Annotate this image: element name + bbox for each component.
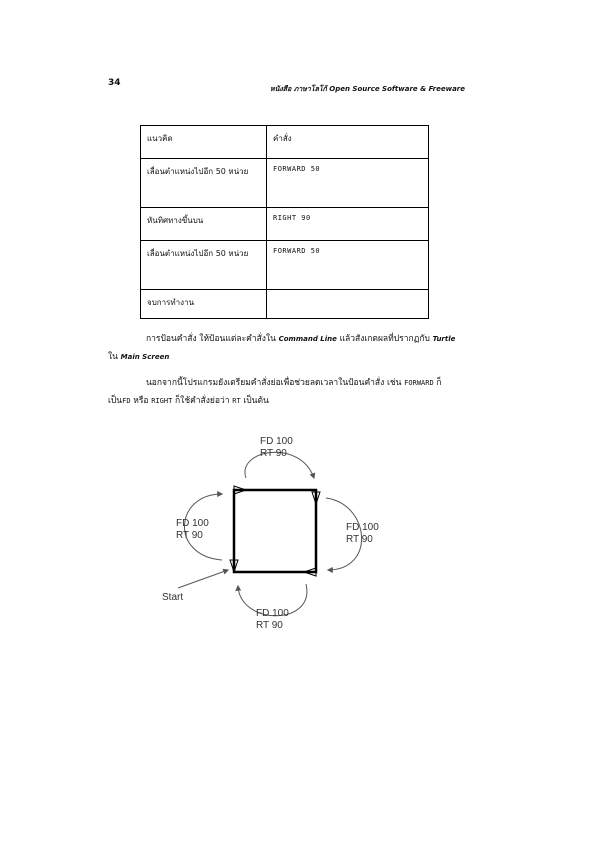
row-concept: เลื่อนตำแหน่งไปอีก 50 หน่วย [141,241,267,290]
row-command [267,290,429,319]
square-path [234,490,316,572]
table-header-row [141,126,429,159]
p1-text: การป้อนคำสั่ง ให้ป้อนแต่ละคำสั่งใน [146,334,276,344]
paragraph-abbreviations [108,374,480,410]
row-command: FORWARD 50 [267,241,429,290]
right-label-rt: RT 90 [346,534,373,545]
p2-text: นอกจากนี้โปรแกรมยังเตรียมคำสั่งย่อเพื่อช่วยลดเวลาในป้อนคำสั่ง เช่น [146,378,402,388]
top-label-fd: FD 100 [260,436,293,447]
p2-text: เป็น [108,396,123,406]
p2-text: หรือ [133,396,149,406]
command-line-keyword: Command Line [278,335,337,343]
header-concept: แนวคิด [141,126,267,159]
rt-command: RT [232,397,241,405]
right-label-fd: FD 100 [346,522,379,533]
turtle-square-diagram [140,420,400,660]
row-concept: จบการทำงาน [141,290,267,319]
top-label-rt: RT 90 [260,448,287,459]
p2-text: ก็ [436,378,442,388]
fd-command: FD [122,397,131,405]
row-command: FORWARD 50 [267,159,429,208]
p1-text: ใน [108,352,118,362]
left-label-fd: FD 100 [176,518,209,529]
command-table [140,125,429,319]
page-number: 34 [108,78,121,88]
start-label: Start [162,592,184,603]
bottom-label-rt: RT 90 [256,620,283,631]
p2-text: ก็ใช้คำสั่งย่อว่า [175,396,230,406]
p2-text: เป็นต้น [243,396,269,406]
table-row [141,159,429,208]
paragraph-input-instructions [108,330,480,366]
table-row [141,290,429,319]
p1-text: แล้วสังเกตผลที่ปรากฏกับ [339,334,430,344]
row-command: RIGHT 90 [267,208,429,241]
forward-command: FORWARD [404,379,434,387]
running-header: หนังสือ ภาษาโลโก้ Open Source Software & Freeware [269,85,465,93]
header-command: คำสั่ง [267,126,429,159]
turtle-keyword: Turtle [432,335,456,343]
table-row [141,208,429,241]
row-concept: เลื่อนตำแหน่งไปอีก 50 หน่วย [141,159,267,208]
main-screen-keyword: Main Screen [120,353,170,361]
left-label-rt: RT 90 [176,530,203,541]
table-row [141,241,429,290]
start-arrow [178,570,228,588]
bottom-label-fd: FD 100 [256,608,289,619]
row-concept: หันทิศทางขึ้นบน [141,208,267,241]
right-command: RIGHT [151,397,173,405]
